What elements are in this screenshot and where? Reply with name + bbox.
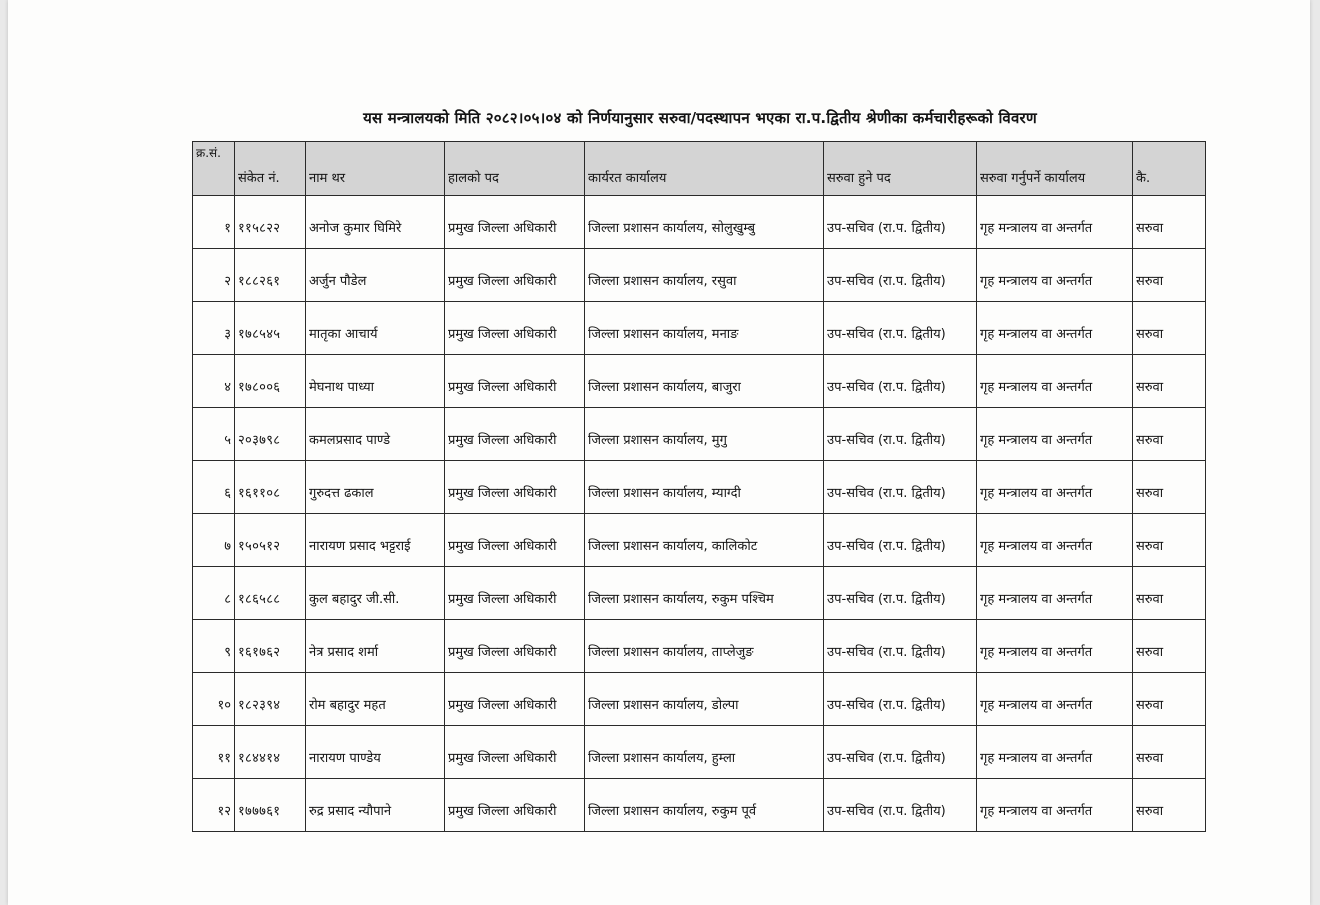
header-name: नाम थर xyxy=(306,142,445,196)
header-transfer-office: सरुवा गर्नुपर्ने कार्यालय xyxy=(977,142,1133,196)
table-row xyxy=(193,514,1206,567)
cell-transfer-post: उप-सचिव (रा.प. द्वितीय) xyxy=(824,461,977,514)
cell-code-number: ११५८२२ xyxy=(235,196,306,249)
cell-remarks: सरुवा xyxy=(1133,249,1206,302)
cell-employee-name: अनोज कुमार घिमिरे xyxy=(306,196,445,249)
cell-remarks: सरुवा xyxy=(1133,196,1206,249)
table-row xyxy=(193,408,1206,461)
cell-transfer-office: गृह मन्त्रालय वा अन्तर्गत xyxy=(977,726,1133,779)
cell-current-post: प्रमुख जिल्ला अधिकारी xyxy=(445,567,585,620)
table-row xyxy=(193,673,1206,726)
cell-transfer-office: गृह मन्त्रालय वा अन्तर्गत xyxy=(977,567,1133,620)
cell-serial-number: ७ xyxy=(193,514,235,567)
cell-transfer-office: गृह मन्त्रालय वा अन्तर्गत xyxy=(977,408,1133,461)
cell-transfer-post: उप-सचिव (रा.प. द्वितीय) xyxy=(824,249,977,302)
table-body xyxy=(193,196,1206,832)
cell-remarks: सरुवा xyxy=(1133,461,1206,514)
table-row xyxy=(193,620,1206,673)
cell-remarks: सरुवा xyxy=(1133,726,1206,779)
header-serial-number: क्र.सं. xyxy=(193,142,235,196)
cell-transfer-post: उप-सचिव (रा.प. द्वितीय) xyxy=(824,726,977,779)
table-row xyxy=(193,196,1206,249)
cell-remarks: सरुवा xyxy=(1133,408,1206,461)
cell-employee-name: रुद्र प्रसाद न्यौपाने xyxy=(306,779,445,832)
header-transfer-post: सरुवा हुने पद xyxy=(824,142,977,196)
cell-transfer-office: गृह मन्त्रालय वा अन्तर्गत xyxy=(977,673,1133,726)
table-row xyxy=(193,249,1206,302)
cell-transfer-post: उप-सचिव (रा.प. द्वितीय) xyxy=(824,355,977,408)
cell-transfer-office: गृह मन्त्रालय वा अन्तर्गत xyxy=(977,249,1133,302)
cell-code-number: १८४४१४ xyxy=(235,726,306,779)
cell-employee-name: रोम बहादुर महत xyxy=(306,673,445,726)
cell-serial-number: ९ xyxy=(193,620,235,673)
cell-current-post: प्रमुख जिल्ला अधिकारी xyxy=(445,355,585,408)
cell-transfer-office: गृह मन्त्रालय वा अन्तर्गत xyxy=(977,196,1133,249)
cell-current-office: जिल्ला प्रशासन कार्यालय, ताप्लेजुङ xyxy=(585,620,824,673)
table-row xyxy=(193,302,1206,355)
cell-serial-number: ४ xyxy=(193,355,235,408)
cell-current-office: जिल्ला प्रशासन कार्यालय, कालिकोट xyxy=(585,514,824,567)
document-page xyxy=(8,0,1310,905)
cell-serial-number: १ xyxy=(193,196,235,249)
cell-transfer-post: उप-सचिव (रा.प. द्वितीय) xyxy=(824,514,977,567)
table-row xyxy=(193,567,1206,620)
cell-employee-name: नारायण पाण्डेय xyxy=(306,726,445,779)
cell-code-number: १८८२६१ xyxy=(235,249,306,302)
cell-serial-number: ३ xyxy=(193,302,235,355)
header-code-number: संकेत नं. xyxy=(235,142,306,196)
cell-current-post: प्रमुख जिल्ला अधिकारी xyxy=(445,514,585,567)
transfer-table xyxy=(192,141,1206,832)
cell-serial-number: ११ xyxy=(193,726,235,779)
cell-employee-name: अर्जुन पौडेल xyxy=(306,249,445,302)
cell-remarks: सरुवा xyxy=(1133,567,1206,620)
table-row xyxy=(193,461,1206,514)
cell-current-office: जिल्ला प्रशासन कार्यालय, सोलुखुम्बु xyxy=(585,196,824,249)
cell-remarks: सरुवा xyxy=(1133,673,1206,726)
cell-current-office: जिल्ला प्रशासन कार्यालय, रुकुम पश्चिम xyxy=(585,567,824,620)
cell-employee-name: मेघनाथ पाध्या xyxy=(306,355,445,408)
cell-transfer-post: उप-सचिव (रा.प. द्वितीय) xyxy=(824,673,977,726)
cell-remarks: सरुवा xyxy=(1133,355,1206,408)
cell-remarks: सरुवा xyxy=(1133,620,1206,673)
cell-code-number: १७८५४५ xyxy=(235,302,306,355)
cell-code-number: १६११०८ xyxy=(235,461,306,514)
cell-current-post: प्रमुख जिल्ला अधिकारी xyxy=(445,196,585,249)
cell-code-number: १८६५८८ xyxy=(235,567,306,620)
table-header-row xyxy=(193,142,1206,196)
cell-code-number: १७७७६१ xyxy=(235,779,306,832)
cell-employee-name: मातृका आचार्य xyxy=(306,302,445,355)
cell-remarks: सरुवा xyxy=(1133,514,1206,567)
cell-transfer-post: उप-सचिव (रा.प. द्वितीय) xyxy=(824,196,977,249)
cell-code-number: १८२३९४ xyxy=(235,673,306,726)
header-current-post: हालको पद xyxy=(445,142,585,196)
table-row xyxy=(193,355,1206,408)
table-row xyxy=(193,779,1206,832)
cell-transfer-post: उप-सचिव (रा.प. द्वितीय) xyxy=(824,620,977,673)
cell-current-post: प्रमुख जिल्ला अधिकारी xyxy=(445,249,585,302)
cell-transfer-office: गृह मन्त्रालय वा अन्तर्गत xyxy=(977,620,1133,673)
cell-transfer-office: गृह मन्त्रालय वा अन्तर्गत xyxy=(977,461,1133,514)
cell-employee-name: नेत्र प्रसाद शर्मा xyxy=(306,620,445,673)
cell-current-post: प्रमुख जिल्ला अधिकारी xyxy=(445,408,585,461)
cell-employee-name: गुरुदत्त ढकाल xyxy=(306,461,445,514)
cell-current-office: जिल्ला प्रशासन कार्यालय, बाजुरा xyxy=(585,355,824,408)
cell-current-office: जिल्ला प्रशासन कार्यालय, म्याग्दी xyxy=(585,461,824,514)
cell-serial-number: ६ xyxy=(193,461,235,514)
cell-current-office: जिल्ला प्रशासन कार्यालय, रुकुम पूर्व xyxy=(585,779,824,832)
cell-employee-name: कुल बहादुर जी.सी. xyxy=(306,567,445,620)
cell-remarks: सरुवा xyxy=(1133,779,1206,832)
cell-current-office: जिल्ला प्रशासन कार्यालय, मनाङ xyxy=(585,302,824,355)
table-row xyxy=(193,726,1206,779)
cell-transfer-office: गृह मन्त्रालय वा अन्तर्गत xyxy=(977,302,1133,355)
cell-current-post: प्रमुख जिल्ला अधिकारी xyxy=(445,726,585,779)
cell-current-post: प्रमुख जिल्ला अधिकारी xyxy=(445,779,585,832)
cell-serial-number: १२ xyxy=(193,779,235,832)
cell-code-number: २०३७९८ xyxy=(235,408,306,461)
cell-current-post: प्रमुख जिल्ला अधिकारी xyxy=(445,461,585,514)
cell-serial-number: २ xyxy=(193,249,235,302)
cell-transfer-office: गृह मन्त्रालय वा अन्तर्गत xyxy=(977,355,1133,408)
cell-serial-number: १० xyxy=(193,673,235,726)
cell-transfer-post: उप-सचिव (रा.प. द्वितीय) xyxy=(824,408,977,461)
cell-current-office: जिल्ला प्रशासन कार्यालय, रसुवा xyxy=(585,249,824,302)
cell-serial-number: ५ xyxy=(193,408,235,461)
header-remarks: कै. xyxy=(1133,142,1206,196)
cell-code-number: १६१७६२ xyxy=(235,620,306,673)
cell-serial-number: ८ xyxy=(193,567,235,620)
cell-transfer-post: उप-सचिव (रा.प. द्वितीय) xyxy=(824,779,977,832)
header-current-office: कार्यरत कार्यालय xyxy=(585,142,824,196)
cell-current-office: जिल्ला प्रशासन कार्यालय, डोल्पा xyxy=(585,673,824,726)
cell-transfer-office: गृह मन्त्रालय वा अन्तर्गत xyxy=(977,514,1133,567)
cell-current-office: जिल्ला प्रशासन कार्यालय, मुगु xyxy=(585,408,824,461)
cell-employee-name: कमलप्रसाद पाण्डे xyxy=(306,408,445,461)
document-title: यस मन्त्रालयको मिति २०८२।०५।०४ को निर्णयानुसार सरुवा/पदस्थापन भएका रा.प.द्वितीय श्रेणीका कर्मचारीहरूको विवरण xyxy=(363,109,1037,127)
cell-transfer-post: उप-सचिव (रा.प. द्वितीय) xyxy=(824,302,977,355)
cell-remarks: सरुवा xyxy=(1133,302,1206,355)
cell-transfer-post: उप-सचिव (रा.प. द्वितीय) xyxy=(824,567,977,620)
cell-current-post: प्रमुख जिल्ला अधिकारी xyxy=(445,673,585,726)
cell-code-number: १५०५१२ xyxy=(235,514,306,567)
cell-transfer-office: गृह मन्त्रालय वा अन्तर्गत xyxy=(977,779,1133,832)
cell-current-office: जिल्ला प्रशासन कार्यालय, हुम्ला xyxy=(585,726,824,779)
cell-current-post: प्रमुख जिल्ला अधिकारी xyxy=(445,620,585,673)
cell-code-number: १७८००६ xyxy=(235,355,306,408)
cell-employee-name: नारायण प्रसाद भट्टराई xyxy=(306,514,445,567)
cell-current-post: प्रमुख जिल्ला अधिकारी xyxy=(445,302,585,355)
